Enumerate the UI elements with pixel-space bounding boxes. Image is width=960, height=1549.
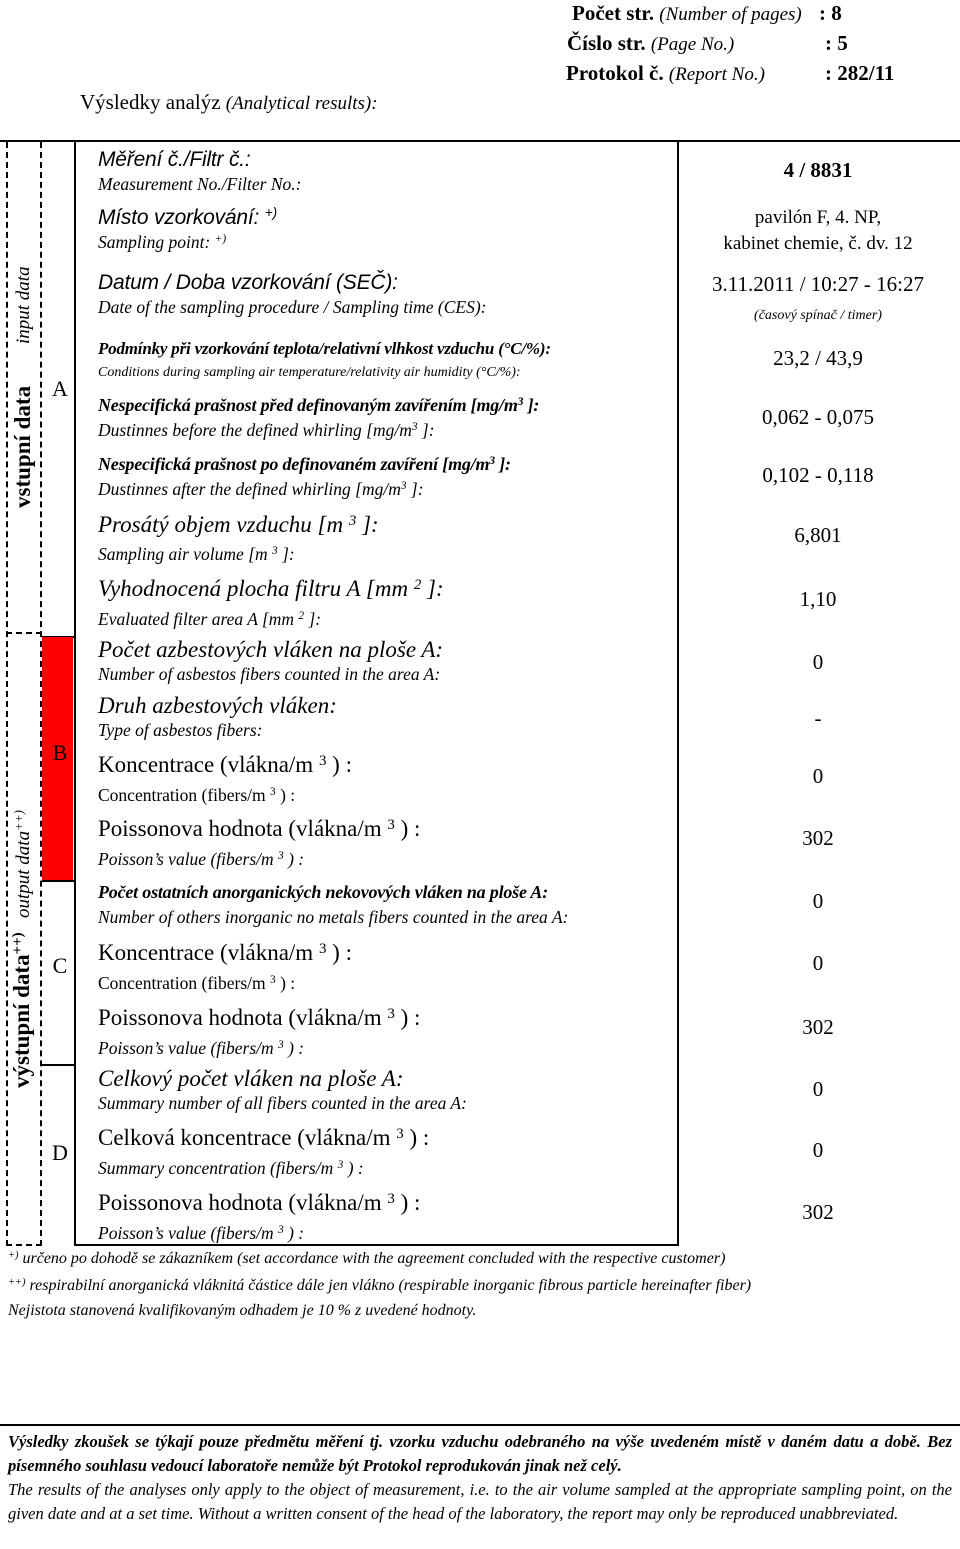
footer-divider <box>0 1424 960 1426</box>
section-d-letter: D <box>52 1140 68 1165</box>
date-row <box>98 270 676 319</box>
asbestos-count-label-en: Number of asbestos fibers counted in the area A: <box>98 664 441 684</box>
c-poisson-label-en: Poisson’s value (fibers/m $^3$ ) : <box>98 1038 305 1058</box>
sampling-point-value-2: kabinet chemie, č. dv. 12 <box>723 233 913 254</box>
sampling-point-row <box>98 205 676 254</box>
filter-area-value: 1,10 <box>799 587 837 611</box>
asbestos-type-label: Druh azbestových vláken: <box>98 693 337 718</box>
b-poisson-value: 302 <box>802 826 834 850</box>
total-count-value: 0 <box>812 1077 824 1101</box>
note-agreement: +) určeno po dohodě se zákazníkem (set accordance with the agreement concluded with the respective customer) <box>8 1249 726 1267</box>
c-concentration-value: 0 <box>812 951 824 975</box>
output-data-label-en: output data++) <box>11 810 34 918</box>
b-poisson-label: Poissonova hodnota (vlákna/m $^3$ ) : <box>98 816 421 841</box>
air-volume-row <box>98 512 676 566</box>
air-volume-label: Prosátý objem vzduchu [m $^3$ ]: <box>98 512 379 537</box>
section-column-border <box>74 142 76 1246</box>
total-count-label-en: Summary number of all fibers counted in the area A: <box>98 1093 467 1113</box>
asbestos-count-label: Počet azbestových vláken na ploše A: <box>98 637 444 662</box>
c-poisson-row <box>98 1005 676 1060</box>
b-concentration-row <box>98 752 676 807</box>
total-concentration-value: 0 <box>812 1138 824 1162</box>
dust-after-value: 0,102 - 0,118 <box>762 463 874 487</box>
sampling-point-label-en: Sampling point: +) <box>98 232 227 252</box>
c-concentration-row <box>98 940 676 995</box>
dust-after-row <box>98 452 676 501</box>
conditions-row <box>98 336 676 385</box>
report-value: : 282/11 <box>825 61 895 85</box>
conditions-value: 23,2 / 43,9 <box>773 346 863 370</box>
b-concentration-label: Koncentrace (vlákna/m $^3$ ) : <box>98 752 352 777</box>
measurement-label: Měření č./Filtr č.: <box>98 148 251 171</box>
date-label-en: Date of the sampling procedure / Sampling time (CES): <box>98 297 487 317</box>
d-poisson-value: 302 <box>802 1200 834 1224</box>
c-concentration-label-en: Concentration (fibers/m $^3$ ) : <box>98 973 296 993</box>
b-poisson-label-en: Poisson’s value (fibers/m $^3$ ) : <box>98 849 305 869</box>
b-concentration-label-en: Concentration (fibers/m $^3$ ) : <box>98 785 296 805</box>
filter-area-label-en: Evaluated filter area A [mm $^2$ ]: <box>98 609 322 629</box>
d-poisson-label: Poissonova hodnota (vlákna/m $^3$ ) : <box>98 1190 421 1215</box>
d-poisson-label-en: Poisson’s value (fibers/m $^3$ ) : <box>98 1223 305 1243</box>
filter-area-row <box>98 576 676 631</box>
sampling-point-value-1: pavilón F, 4. NP, <box>754 207 882 228</box>
measurement-value: 4 / 8831 <box>783 158 853 182</box>
measurement-row <box>98 147 676 196</box>
outer-dashed-border <box>6 142 8 1246</box>
sampling-point-label: Místo vzorkování: +) <box>98 205 277 229</box>
input-data-label-en: input data <box>13 266 34 344</box>
footer-disclaimer-en: The results of the analyses only apply to the object of measurement, i.e. to the air volume sampled at the appropriate sampling point, on the given date and at a set time. Without a written consent of the head of the laboratory, the report may only be reproduced unabbreviated. <box>8 1480 952 1523</box>
total-count-label: Celkový počet vláken na ploše A: <box>98 1066 404 1091</box>
total-concentration-label: Celková koncentrace (vlákna/m $^3$ ) : <box>98 1125 430 1150</box>
input-output-divider <box>6 632 42 634</box>
dust-before-value: 0,062 - 0,075 <box>762 405 874 429</box>
note-fiber-definition: ++) respirabilní anorganická vláknitá částice dále jen vlákno (respirable inorganic fibrous particle hereinafter fiber) <box>8 1276 752 1294</box>
date-label: Datum / Doba vzorkování (SEČ): <box>98 271 398 294</box>
table-bottom-dashed <box>6 1244 42 1246</box>
footer-disclaimer-cz: Výsledky zkoušek se týkají pouze předmětu měření tj. vzorku vzduchu odebraného na výše uvedeném místě v daném datu a době. Bez písemného souhlasu vedoucí laboratoře nemůže být Protokol reprodukován jinak než celý. <box>8 1432 952 1475</box>
section-bc-divider <box>42 880 75 882</box>
date-value: 3.11.2011 / 10:27 - 16:27 <box>712 272 924 296</box>
results-title: Výsledky analýz (Analytical results): <box>80 90 378 114</box>
page-value: : 5 <box>825 31 848 55</box>
asbestos-count-value: 0 <box>812 650 824 674</box>
table-top-border <box>0 140 960 142</box>
report-label: Protokol č. (Report No.) <box>566 61 765 85</box>
page-label: Číslo str. (Page No.) <box>567 31 735 55</box>
pages-label: Počet str. (Number of pages) <box>572 1 802 25</box>
others-count-row <box>98 880 676 929</box>
note-uncertainty: Nejistota stanovená kvalifikovaným odhadem je 10 % z uvedené hodnoty. <box>8 1302 477 1319</box>
others-count-label: Počet ostatních anorganických nekovových vláken na ploše A: <box>98 882 548 902</box>
asbestos-count-row <box>98 637 676 686</box>
asbestos-type-row <box>98 693 676 742</box>
total-concentration-row <box>98 1125 676 1180</box>
c-poisson-label: Poissonova hodnota (vlákna/m $^3$ ) : <box>98 1005 421 1030</box>
asbestos-type-value: - <box>814 706 822 730</box>
dust-before-label-en: Dustinnes before the defined whirling [$mg/m^3$ ]: <box>98 420 435 440</box>
section-b-letter: B <box>52 740 68 765</box>
b-concentration-value: 0 <box>812 764 824 788</box>
c-concentration-label: Koncentrace (vlákna/m $^3$ ) : <box>98 940 352 965</box>
dust-after-label: Nespecifická prašnost po definovaném zavíření [$mg/m^3$ ]: <box>98 454 511 474</box>
b-poisson-row <box>98 816 676 871</box>
total-concentration-label-en: Summary concentration (fibers/m $^3$ ) : <box>98 1158 364 1178</box>
section-a-letter: A <box>52 376 68 401</box>
measurement-label-en: Measurement No./Filter No.: <box>98 174 302 194</box>
value-column-border <box>677 142 679 1246</box>
air-volume-label-en: Sampling air volume [m $^3$ ]: <box>98 544 295 564</box>
others-count-value: 0 <box>812 889 824 913</box>
asbestos-type-label-en: Type of asbestos fibers: <box>98 720 263 740</box>
date-value-note: (časový spínač / timer) <box>754 308 882 323</box>
filter-area-label: Vyhodnocená plocha filtru A [mm $^2$ ]: <box>98 576 444 601</box>
c-poisson-value: 302 <box>802 1015 834 1039</box>
pages-value: : 8 <box>819 1 842 25</box>
air-volume-value: 6,801 <box>794 523 842 547</box>
conditions-label-en: Conditions during sampling air temperature/relativity air humidity (°C/%): <box>98 365 521 380</box>
dust-before-row <box>98 393 676 442</box>
conditions-label: Podmínky při vzorkování teplota/relativní vlhkost vzduchu (°C/%): <box>98 339 551 358</box>
d-poisson-row <box>98 1190 676 1245</box>
dust-after-label-en: Dustinnes after the defined whirling [$mg/m^3$ ]: <box>98 479 424 499</box>
dust-before-label: Nespecifická prašnost před definovaným zavířením [$mg/m^3$ ]: <box>98 395 540 415</box>
section-cd-divider <box>42 1064 75 1066</box>
total-count-row <box>98 1066 676 1115</box>
others-count-label-en: Number of others inorganic no metals fibers counted in the area A: <box>98 907 569 927</box>
section-c-letter: C <box>52 953 68 978</box>
output-data-label: výstupní data++) <box>9 932 34 1088</box>
input-data-label: vstupní data <box>10 385 35 508</box>
